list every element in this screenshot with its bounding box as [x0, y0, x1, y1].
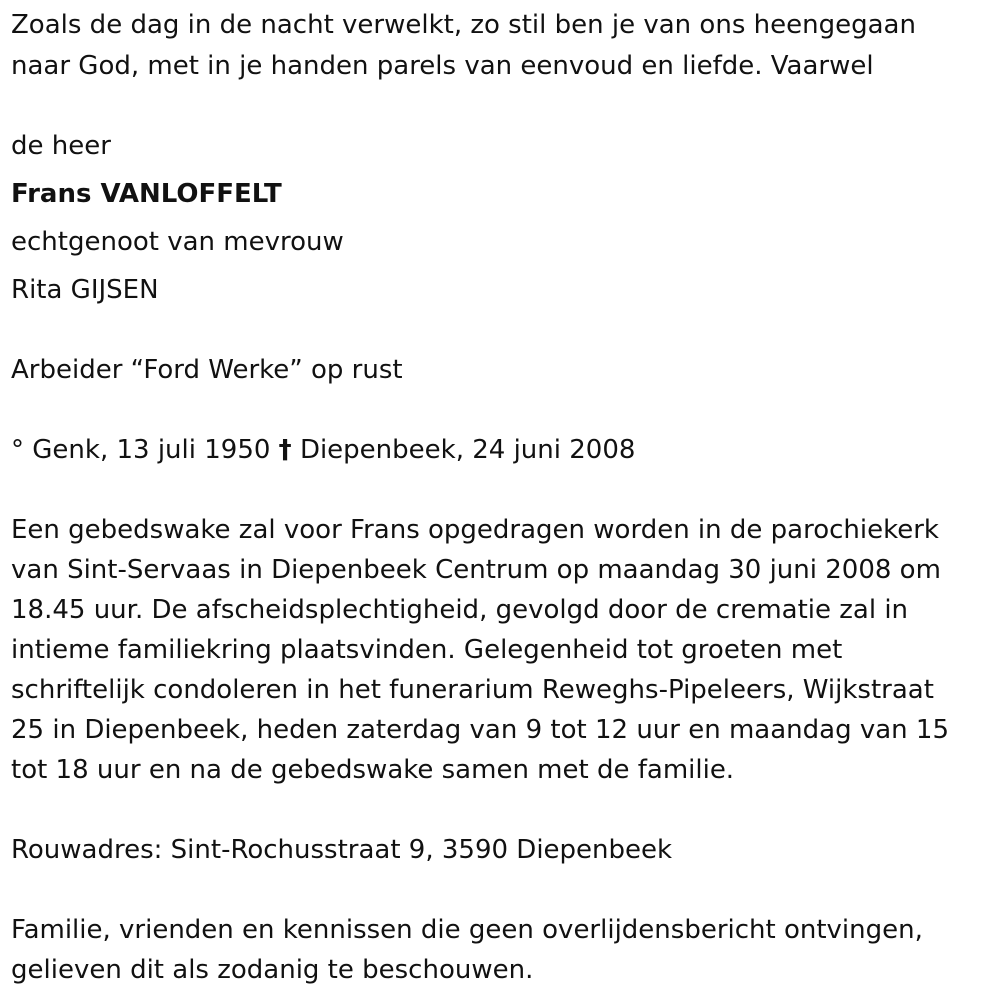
occupation: Arbeider “Ford Werke” op rust [11, 355, 403, 385]
birth-date: ° Genk, 13 juli 1950 [11, 435, 271, 465]
service-line-2: van Sint-Servaas in Diepenbeek Centrum op maandag 30 juni 2008 om [11, 555, 941, 585]
spouse-name: Rita GIJSEN [11, 275, 159, 305]
service-line-7: tot 18 uur en na de gebedswake samen met de familie. [11, 755, 735, 785]
closing-line-2: gelieven dit als zodanig te beschouwen. [11, 955, 534, 985]
service-line-6: 25 in Diepenbeek, heden zaterdag van 9 tot 12 uur en maandag van 15 [11, 715, 949, 745]
deceased-name: Frans VANLOFFELT [11, 179, 282, 209]
service-line-4: intieme familiekring plaatsvinden. Gelegenheid tot groeten met [11, 635, 843, 665]
service-line-1: Een gebedswake zal voor Frans opgedragen worden in de parochiekerk [11, 515, 939, 545]
death-date: Diepenbeek, 24 juni 2008 [299, 435, 636, 465]
poem-line-1: Zoals de dag in de nacht verwelkt, zo stil ben je van ons heengegaan [11, 10, 916, 40]
cross-icon: † [278, 435, 292, 465]
closing-line-1: Familie, vrienden en kennissen die geen overlijdensbericht ontvingen, [11, 915, 923, 945]
service-line-3: 18.45 uur. De afscheidsplechtigheid, gevolgd door de crematie zal in [11, 595, 909, 625]
life-dates [11, 437, 635, 463]
spouse-relation: echtgenoot van mevrouw [11, 227, 344, 257]
service-line-5: schriftelijk condoleren in het funerarium Reweghs-Pipeleers, Wijkstraat [11, 675, 934, 705]
title-prefix: de heer [11, 131, 111, 161]
poem-line-2: naar God, met in je handen parels van eenvoud en liefde. Vaarwel [11, 51, 874, 81]
mourning-address: Rouwadres: Sint-Rochusstraat 9, 3590 Diepenbeek [11, 835, 673, 865]
